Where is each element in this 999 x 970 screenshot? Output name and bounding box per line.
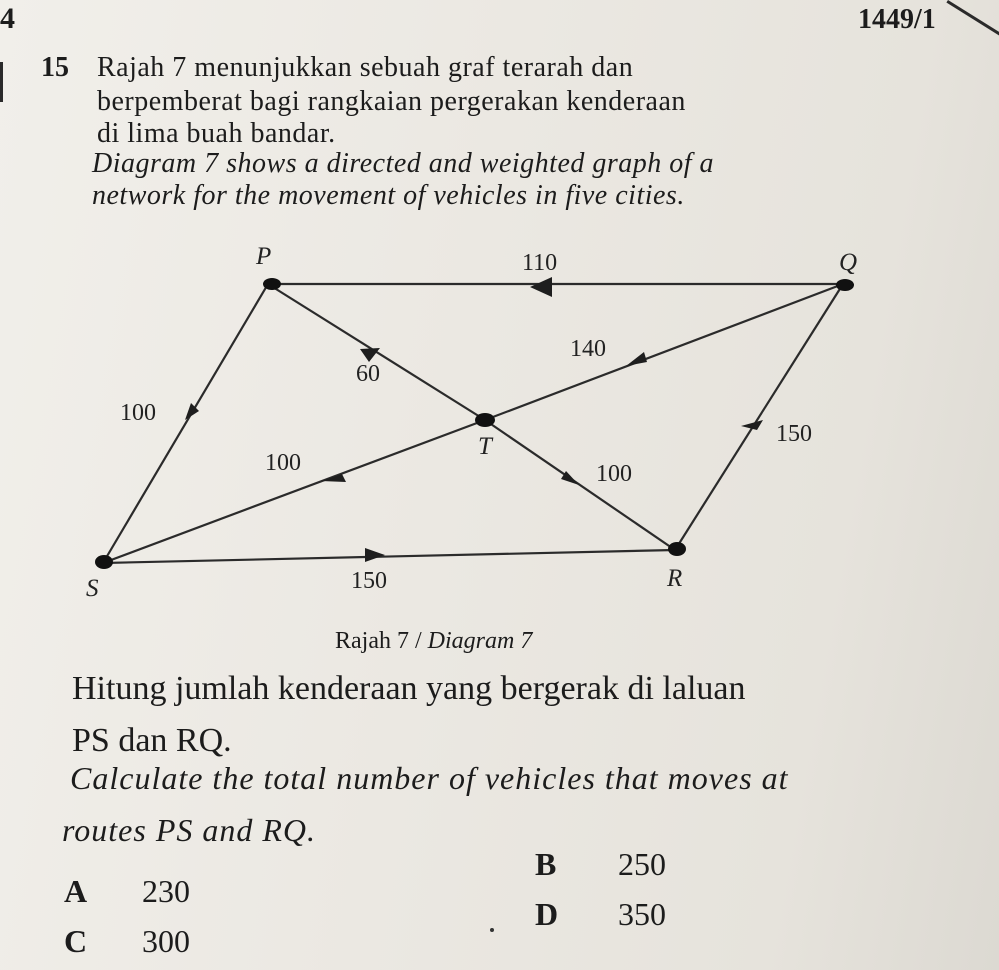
option-d-value[interactable]: 350 <box>618 896 666 932</box>
weight-ps: 100 <box>120 400 156 426</box>
diagram-caption-malay: Rajah 7 / <box>335 628 428 654</box>
weight-ts: 100 <box>265 450 301 476</box>
vertex-label-q: Q <box>839 249 858 276</box>
arrow-qp <box>530 277 552 297</box>
edge-qt <box>485 284 843 420</box>
page-number: 4 <box>0 2 15 35</box>
vertex-s <box>95 555 113 569</box>
option-b-letter[interactable]: B <box>535 846 557 882</box>
weight-sr: 150 <box>351 568 387 594</box>
arrow-sr <box>365 548 385 562</box>
option-b-value[interactable]: 250 <box>618 846 666 882</box>
question-text-english-line-2: network for the movement of vehicles in five cities. <box>92 180 685 211</box>
edge-tr <box>485 420 675 550</box>
weight-qt: 140 <box>570 336 606 362</box>
weight-pt: 60 <box>356 361 380 387</box>
weight-qp: 110 <box>522 250 558 276</box>
task-text-malay-line-1: Hitung jumlah kenderaan yang bergerak di laluan <box>72 670 746 707</box>
arrow-qt <box>626 352 647 366</box>
stray-dot <box>490 928 494 932</box>
vertex-label-p: P <box>256 243 272 270</box>
task-text-english-line-1: Calculate the total number of vehicles that moves at <box>70 760 789 796</box>
question-text-malay-line-3: di lima buah bandar. <box>97 118 336 149</box>
question-text-english-line-1: Diagram 7 shows a directed and weighted graph of a <box>92 148 715 179</box>
arrow-ts <box>321 474 346 482</box>
arrow-pt <box>360 348 380 362</box>
weight-rq: 150 <box>776 421 812 447</box>
task-text-english-line-2: routes PS and RQ. <box>62 812 317 848</box>
edge-ts <box>103 420 485 563</box>
vertex-label-s: S <box>86 575 99 602</box>
vertex-p <box>263 278 281 290</box>
option-a-letter[interactable]: A <box>64 873 88 909</box>
vertex-label-t: T <box>478 433 492 460</box>
question-number: 15 <box>41 52 69 83</box>
question-text-malay-line-2: berpemberat bagi rangkaian pergerakan kenderaan <box>97 86 686 117</box>
option-c-letter[interactable]: C <box>64 923 88 959</box>
weight-tr: 100 <box>596 461 632 487</box>
vertex-q <box>836 279 854 291</box>
vertex-t <box>475 413 495 427</box>
paper-code: 1449/1 <box>858 4 936 35</box>
arrow-rq <box>741 420 763 430</box>
option-d-letter[interactable]: D <box>535 896 559 932</box>
task-text-malay-line-2: PS dan RQ. <box>72 722 232 759</box>
diagram-caption-english: Diagram 7 <box>427 628 533 654</box>
vertex-label-r: R <box>667 565 683 592</box>
question-text-malay-line-1: Rajah 7 menunjukkan sebuah graf terarah dan <box>97 52 634 83</box>
edge-rq <box>675 284 843 550</box>
vertex-r <box>668 542 686 556</box>
option-a-value[interactable]: 230 <box>142 873 190 909</box>
option-c-value[interactable]: 300 <box>142 923 190 959</box>
diagram-caption <box>335 628 532 655</box>
edge-sr <box>103 550 675 563</box>
